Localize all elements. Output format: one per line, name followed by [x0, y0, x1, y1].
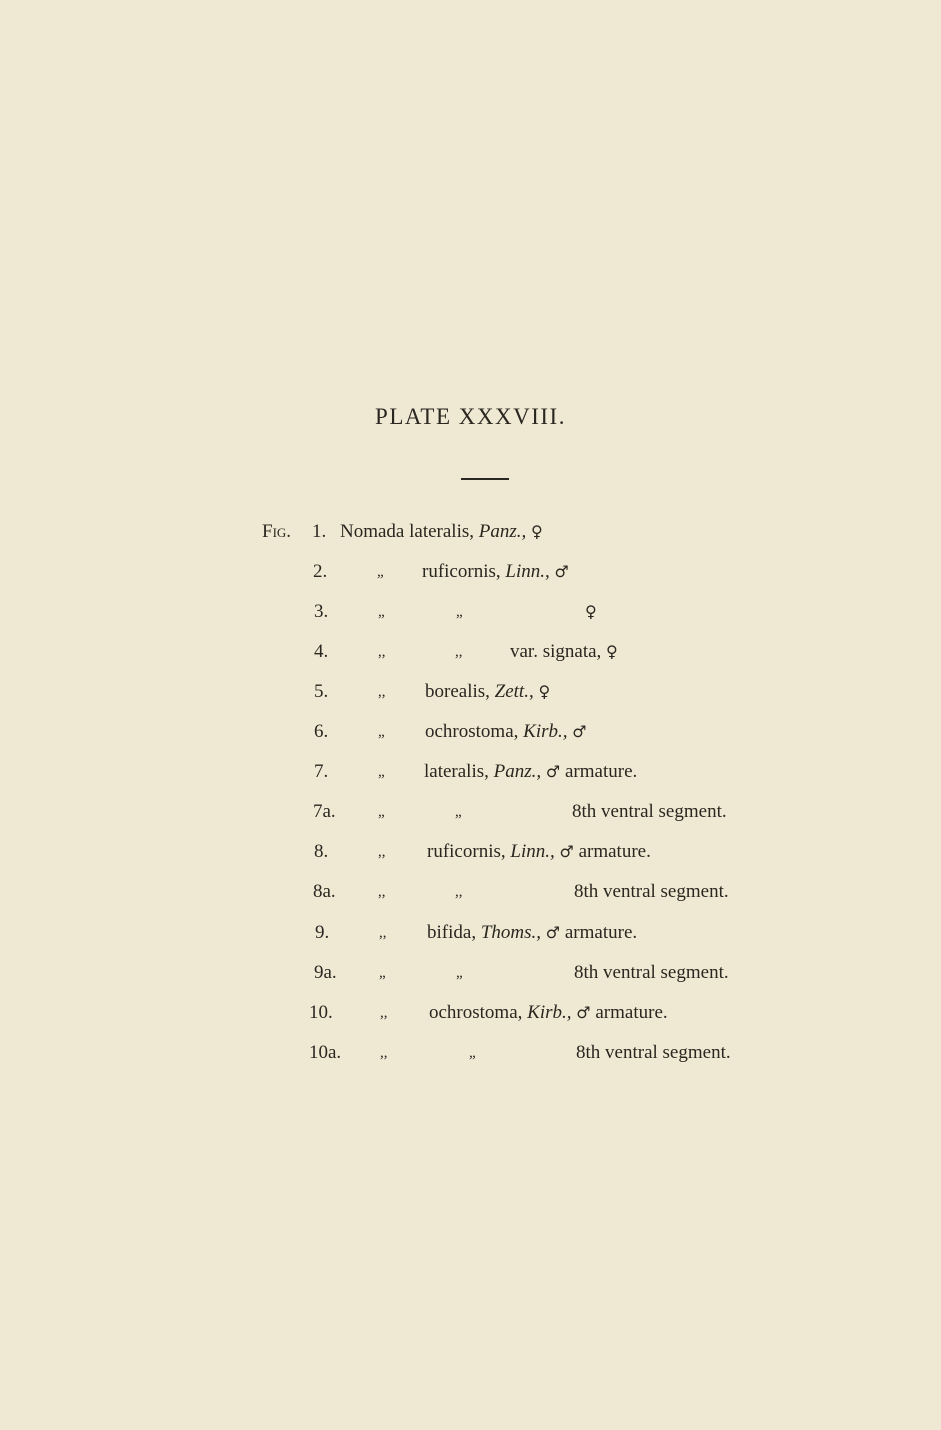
- figure-number: 6.: [314, 721, 329, 742]
- author-name: Linn.,: [510, 841, 555, 862]
- figure-number: 5.: [314, 681, 329, 702]
- female-symbol-icon: ♀: [538, 682, 551, 701]
- ditto-mark: „: [456, 965, 463, 981]
- figure-row-2: [0, 557, 941, 587]
- figure-number: 9.: [315, 922, 330, 943]
- ditto-mark: ,,: [378, 884, 386, 900]
- figure-number: 1.: [312, 521, 327, 542]
- fig-label: Fig.: [262, 521, 292, 542]
- figure-number: 7.: [314, 761, 329, 782]
- ditto-mark: „: [377, 564, 384, 580]
- author-name: Kirb.,: [527, 1002, 572, 1023]
- species-name: ruficornis,: [427, 841, 506, 862]
- genus-name: Nomada: [340, 521, 405, 542]
- female-symbol-icon: ♀: [585, 602, 597, 621]
- figure-number: 8a.: [313, 881, 336, 902]
- figure-row-8a: [0, 877, 941, 907]
- species-name: borealis,: [425, 681, 490, 702]
- female-symbol-icon: ♀: [531, 522, 543, 541]
- ditto-mark: „: [378, 604, 385, 620]
- female-symbol-icon: ♀: [606, 642, 618, 661]
- figure-number: 8.: [314, 841, 329, 862]
- author-name: Thoms.,: [480, 922, 542, 943]
- species-name: ruficornis,: [422, 561, 501, 582]
- ditto-mark: „: [378, 804, 385, 820]
- author-name: Kirb.,: [523, 721, 568, 742]
- male-symbol-icon: ♂: [572, 722, 587, 741]
- ditto-mark: „: [378, 764, 385, 780]
- ditto-mark: „: [378, 724, 385, 740]
- ditto-mark: „: [456, 604, 463, 620]
- species-name: lateralis,: [409, 521, 475, 542]
- author-name: Zett.,: [494, 681, 534, 702]
- title-rule: [461, 478, 509, 480]
- figure-number: 10a.: [309, 1042, 342, 1063]
- male-symbol-icon: ♂: [559, 842, 574, 861]
- figure-row-10a: [0, 1038, 941, 1068]
- species-name: ochrostoma,: [425, 721, 519, 742]
- species-name: ochrostoma,: [429, 1002, 523, 1023]
- figure-row-9: [0, 918, 941, 948]
- figure-row-7: [0, 757, 941, 787]
- male-symbol-icon: ♂: [545, 923, 561, 942]
- figure-note: 8th ventral segment.: [576, 1042, 731, 1063]
- figure-number: 7a.: [313, 801, 336, 822]
- figure-number: 10.: [309, 1002, 333, 1023]
- figure-row-1: [0, 517, 941, 547]
- figure-note: 8th ventral segment.: [572, 801, 727, 822]
- male-symbol-icon: ♂: [554, 562, 569, 581]
- ditto-mark: ,,: [380, 1005, 388, 1021]
- ditto-mark: „: [455, 804, 462, 820]
- ditto-mark: ,,: [455, 884, 463, 900]
- figure-note: armature.: [564, 922, 638, 943]
- ditto-mark: „: [469, 1045, 476, 1061]
- figure-note: armature.: [595, 1002, 668, 1023]
- figure-row-6: [0, 717, 941, 747]
- figure-number: 4.: [314, 641, 329, 662]
- ditto-mark: ,,: [379, 925, 387, 941]
- figure-row-10: [0, 998, 941, 1028]
- variety-name: var. signata,: [510, 641, 602, 662]
- species-name: bifida,: [427, 922, 477, 943]
- ditto-mark: „: [379, 965, 386, 981]
- figure-row-3: [0, 597, 941, 627]
- ditto-mark: ,,: [378, 644, 386, 660]
- ditto-mark: ,,: [378, 844, 386, 860]
- figure-row-8: [0, 837, 941, 867]
- figure-row-9a: [0, 958, 941, 988]
- figure-note: armature.: [564, 761, 638, 782]
- ditto-mark: ,,: [455, 644, 463, 660]
- figure-row-5: [0, 677, 941, 707]
- author-name: Linn.,: [505, 561, 550, 582]
- figure-number: 2.: [313, 561, 328, 582]
- figure-row-7a: [0, 797, 941, 827]
- author-name: Panz.,: [478, 521, 527, 542]
- species-name: lateralis,: [424, 761, 489, 782]
- ditto-mark: ,,: [378, 684, 386, 700]
- plate-title: PLATE XXXVIII.: [375, 404, 566, 429]
- author-name: Panz.,: [493, 761, 542, 782]
- figure-number: 3.: [314, 601, 329, 622]
- figure-note: armature.: [578, 841, 651, 862]
- figure-note: 8th ventral segment.: [574, 881, 729, 902]
- figure-row-4: [0, 637, 941, 667]
- figure-note: 8th ventral segment.: [574, 962, 729, 983]
- male-symbol-icon: ♂: [576, 1003, 591, 1022]
- ditto-mark: ,,: [380, 1045, 388, 1061]
- figure-number: 9a.: [314, 962, 337, 983]
- male-symbol-icon: ♂: [545, 762, 561, 781]
